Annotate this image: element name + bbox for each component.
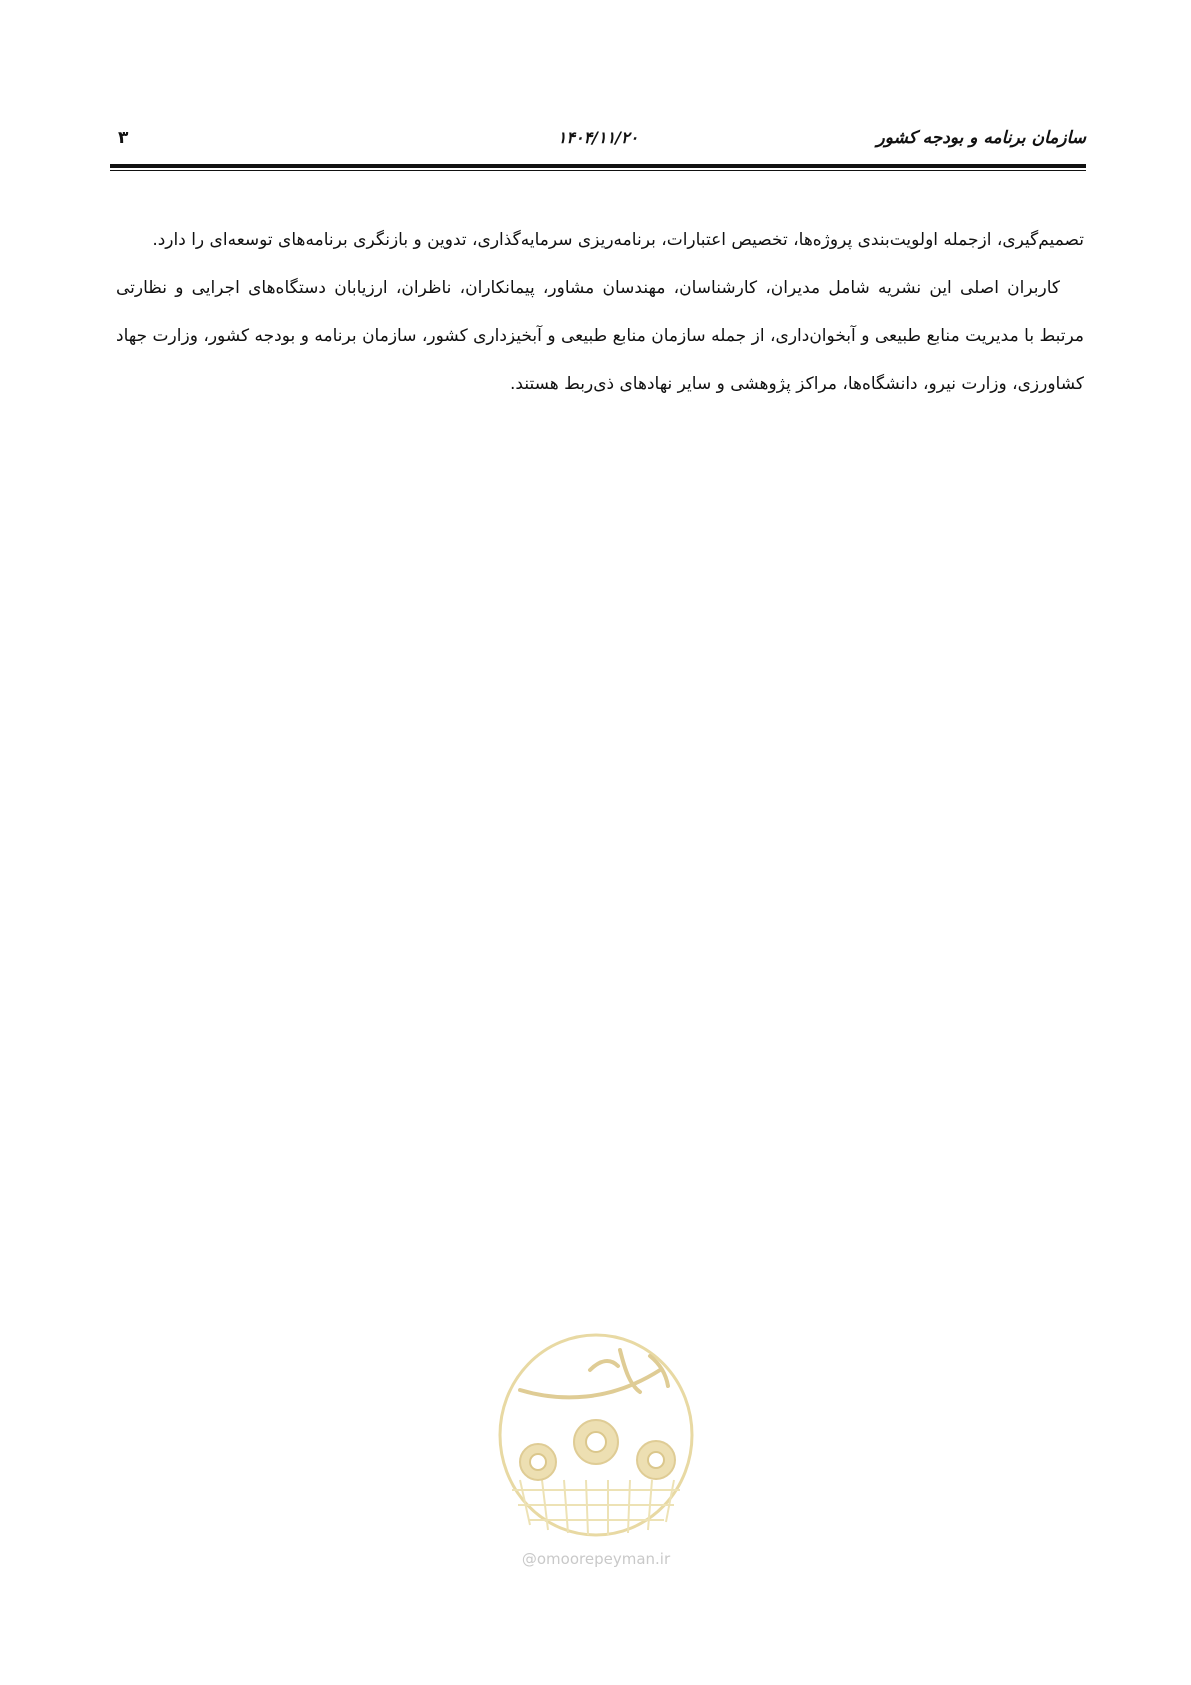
page-header xyxy=(110,128,1086,158)
header-organization: سازمان برنامه و بودجه کشور xyxy=(876,128,1086,148)
paragraph-2: کاربران اصلی این نشریه شامل مدیران، کارشناسان، مهندسان مشاور، پیمانکاران، ناظران، ارزیابان دستگاه‌های اجرایی و نظارتی مرتبط با مدیریت منابع طبیعی و آبخوان‌داری، از جمله سازمان منابع طبیعی و آبخیزداری کشور، سازمان برنامه و بودجه کشور، وزارت جهاد کشاورزی، وزارت نیرو، دانشگاه‌ها، مراکز پژوهشی و سایر نهادهای ذی‌ربط هستند. xyxy=(116,278,1084,394)
header-date: ۱۴۰۴/۱۱/۲۰ xyxy=(557,128,639,147)
header-rule-thin xyxy=(110,170,1086,171)
paragraph-1: تصمیم‌گیری، ازجمله اولویت‌بندی پروژه‌ها، تخصیص اعتبارات، برنامه‌ریزی سرمایه‌گذاری، تدوین و بازنگری برنامه‌های توسعه‌ای را دارد. xyxy=(152,230,1084,250)
body-text xyxy=(116,216,1084,408)
header-page-number: ۳ xyxy=(118,128,129,148)
watermark-text: @omoorepeyman.ir xyxy=(521,1550,671,1568)
header-rule-thick xyxy=(110,164,1086,168)
watermark-logo-icon xyxy=(490,1330,702,1580)
